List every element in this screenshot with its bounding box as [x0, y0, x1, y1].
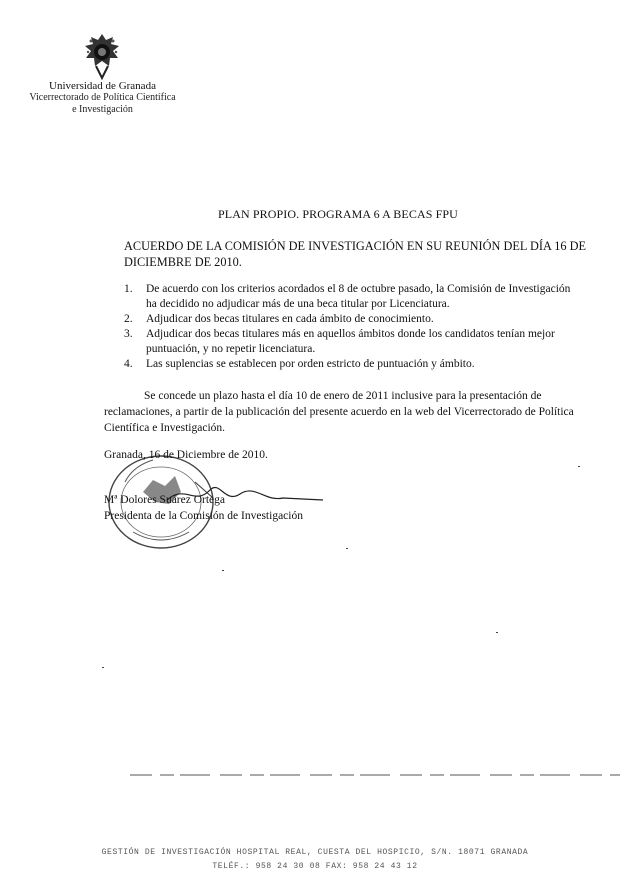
scan-speck	[578, 466, 580, 467]
scan-dash-line	[130, 772, 620, 778]
department-line-2: e Investigación	[72, 104, 133, 115]
scan-speck	[496, 632, 498, 633]
claims-paragraph: Se concede un plazo hasta el día 10 de enero de 2011 inclusive para la presentación de reclamaciones, a partir de la publicación del presente acuerdo en la web del Vicerrectorado de Política Científica e Investigación.	[104, 390, 574, 434]
signature-date: Granada, 16 de Diciembre de 2010.	[104, 449, 268, 461]
scan-speck	[222, 570, 224, 571]
list-item-text: Adjudicar dos becas titulares más en aquellos ámbitos donde los candidatos tenían mejor puntuación, y no repetir licenciatura.	[146, 328, 555, 355]
agreement-list	[104, 282, 584, 372]
list-item	[104, 357, 584, 372]
list-item-number: 1.	[124, 283, 133, 295]
footer-address: GESTIÓN DE INVESTIGACIÓN HOSPITAL REAL, CUESTA DEL HOSPICIO, S/N. 18071 GRANADA	[101, 848, 529, 857]
department-line-1: Vicerrectorado de Política Científica	[29, 92, 176, 103]
list-item-text: De acuerdo con los criterios acordados el 8 de octubre pasado, la Comisión de Investigación ha decidido no adjudicar más de una beca titular por Licenciatura.	[146, 283, 571, 310]
list-item-number: 4.	[124, 358, 133, 370]
scan-speck	[346, 548, 348, 549]
list-item-number: 2.	[124, 313, 133, 325]
document-title: PLAN PROPIO. PROGRAMA 6 A BECAS FPU	[218, 207, 458, 221]
list-item-text: Las suplencias se establecen por orden estricto de puntuación y ámbito.	[146, 358, 475, 370]
document-heading: ACUERDO DE LA COMISIÓN DE INVESTIGACIÓN EN SU REUNIÓN DEL DÍA 16 DE DICIEMBRE DE 2010.	[124, 239, 587, 269]
university-crest-icon	[82, 32, 122, 80]
footer-contact: TELÉF.: 958 24 30 08 FAX: 958 24 43 12	[212, 862, 418, 871]
institution-name: Universidad de Granada	[49, 80, 156, 92]
signer-name: Mª Dolores Suárez Ortega	[104, 494, 226, 506]
list-item	[104, 282, 584, 312]
list-item	[104, 327, 584, 357]
signer-role: Presidenta de la Comisión de Investigación	[104, 510, 303, 522]
scan-speck	[102, 667, 104, 668]
list-item	[104, 312, 584, 327]
list-item-text: Adjudicar dos becas titulares en cada ámbito de conocimiento.	[146, 313, 434, 325]
list-item-number: 3.	[124, 328, 133, 340]
